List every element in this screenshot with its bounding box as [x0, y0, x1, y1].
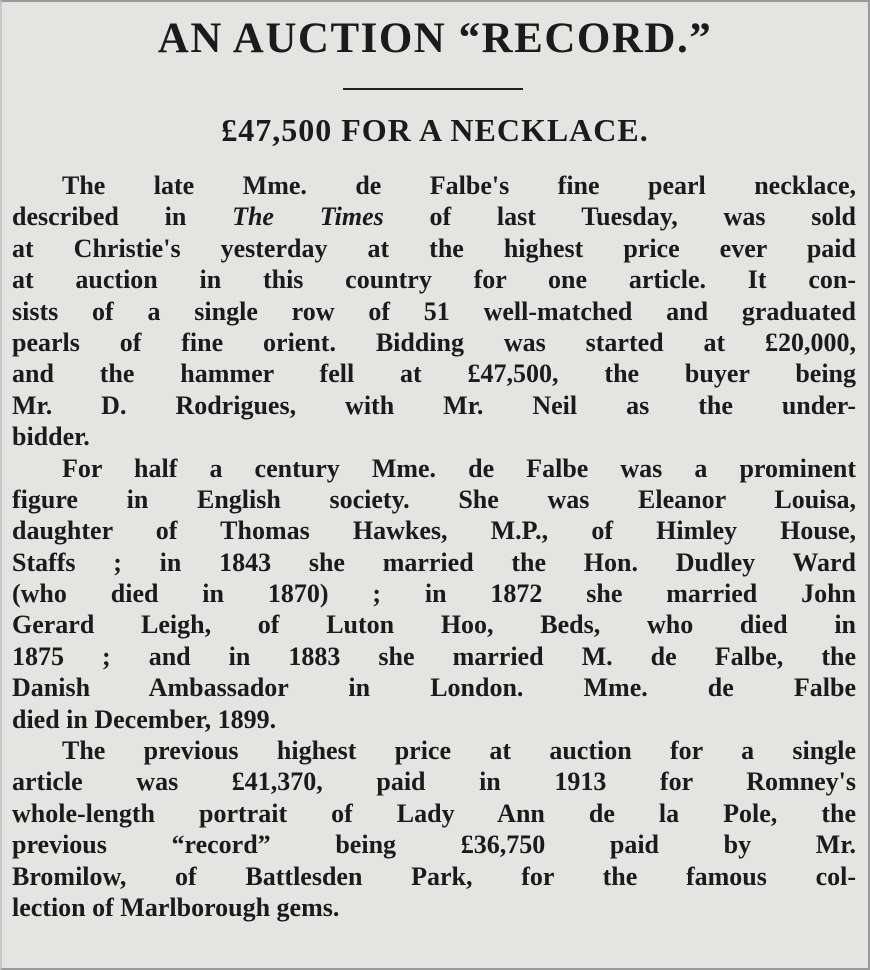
text-line: Mr. D. Rodrigues, with Mr. Neil as the under- [12, 390, 856, 420]
subheadline: £47,500 FOR A NECKLACE. [221, 112, 649, 148]
article-body [12, 170, 856, 923]
text-line: pearls of fine orient. Bidding was started at £20,000, [12, 327, 856, 357]
text-line: The late Mme. de Falbe's fine pearl necklace, [62, 171, 856, 200]
text-line: figure in English society. She was Eleanor Louisa, [12, 484, 856, 514]
headline-divider [343, 88, 523, 90]
text-line: Staffs ; in 1843 she married the Hon. Dudley Ward [12, 547, 856, 577]
text-line [12, 201, 856, 232]
newspaper-name: The Times [232, 202, 384, 232]
paragraph-3 [12, 735, 856, 923]
text-line: whole-length portrait of Lady Ann de la Pole, the [12, 798, 856, 828]
text-line: Bromilow, of Battlesden Park, for the famous col- [12, 861, 856, 891]
text-line: (who died in 1870) ; in 1872 she married John [12, 579, 856, 609]
text-line: sists of a single row of 51 well-matched and graduated [12, 296, 856, 326]
text-line: bidder. [12, 422, 90, 452]
text-line: and the hammer fell at £47,500, the buyer being [12, 359, 856, 389]
text-line: died in December, 1899. [12, 704, 277, 734]
text-segment: described in [12, 202, 233, 232]
text-line: Gerard Leigh, of Luton Hoo, Beds, who died in [12, 610, 856, 640]
paragraph-2 [12, 453, 856, 736]
headline: AN AUCTION “RECORD.” [157, 15, 713, 62]
text-line: at auction in this country for one article. It con- [12, 265, 856, 295]
text-line: daughter of Thomas Hawkes, M.P., of Himley House, [12, 516, 856, 546]
text-segment: of last Tuesday, was sold [383, 202, 857, 232]
paragraph-1 [12, 170, 856, 453]
text-line: lection of Marlborough gems. [12, 892, 340, 922]
text-line: For half a century Mme. de Falbe was a prominent [62, 453, 856, 483]
text-line: The previous highest price at auction for a single [62, 736, 856, 766]
text-line: previous “record” being £36,750 paid by Mr. [12, 830, 856, 860]
text-line: Danish Ambassador in London. Mme. de Falbe [12, 673, 856, 703]
text-line: 1875 ; and in 1883 she married M. de Falbe, the [12, 641, 856, 671]
text-line: article was £41,370, paid in 1913 for Romney's [12, 767, 856, 797]
text-line: at Christie's yesterday at the highest price ever paid [12, 233, 856, 263]
